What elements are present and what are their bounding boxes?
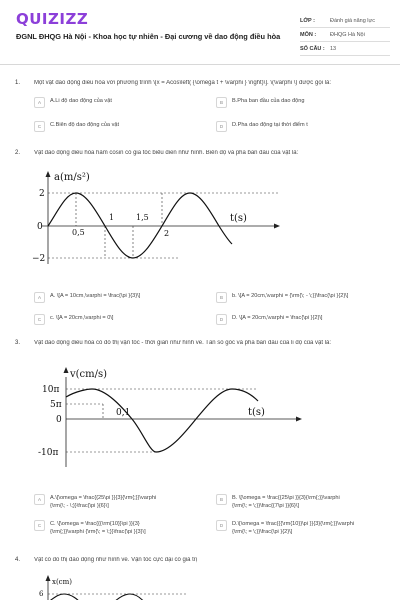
y-axis-label: x(cm) bbox=[52, 578, 72, 586]
question-1-text: Một vật dao động điều hòa với phương trình \[x = Acos\left( {\omega t + \varphi } \right)\]. \(\varphi \) được gọi là: bbox=[34, 80, 331, 86]
displacement-curve-2 bbox=[112, 594, 146, 600]
question-2-option-b[interactable] bbox=[216, 292, 348, 303]
meta-table bbox=[300, 14, 390, 56]
question-2-number: 2. bbox=[15, 150, 21, 156]
option-text-line-1: C. \[\omega = \frac{{{\rm{10}}\pi }}{3} bbox=[50, 521, 140, 527]
y-tick-10pi: 10π bbox=[42, 385, 60, 395]
option-text: A. \[A = 10cm,\varphi = \frac{\pi }{3}\] bbox=[50, 293, 141, 299]
y-axis-arrow bbox=[64, 367, 69, 373]
x-axis-label: t(s) bbox=[248, 407, 265, 418]
meta-row-subject bbox=[300, 28, 390, 42]
question-2-option-a[interactable] bbox=[34, 292, 140, 303]
quizizz-logo bbox=[16, 10, 88, 28]
y-axis-arrow bbox=[46, 575, 51, 581]
question-1-number: 1. bbox=[15, 80, 21, 86]
option-text: c. \[A = 20cm,\varphi = 0\] bbox=[50, 315, 114, 321]
option-text: B.Pha ban đầu của dao động bbox=[232, 98, 305, 104]
question-3-option-d[interactable] bbox=[216, 520, 354, 536]
option-letter-badge: D bbox=[216, 314, 227, 325]
meta-key: MÔN : bbox=[300, 31, 317, 38]
x-tick-0-5: 0,5 bbox=[72, 228, 85, 237]
option-letter-badge: C bbox=[34, 121, 45, 132]
question-3-option-c[interactable] bbox=[34, 520, 146, 536]
option-text: D. \[A = 20cm,\varphi = \frac{\pi }{2}\] bbox=[232, 315, 323, 321]
question-3-number: 3. bbox=[15, 340, 21, 346]
option-text-line-1: B. \[\omega = \frac{{25\pi }}{3}{\rm{;}}\varphi bbox=[232, 495, 340, 501]
meta-row-count bbox=[300, 42, 390, 56]
meta-value: ĐHQG Hà Nội bbox=[330, 31, 365, 38]
question-2-option-d[interactable] bbox=[216, 314, 322, 325]
question-4-number: 4. bbox=[15, 557, 21, 563]
y-tick-0: 0 bbox=[56, 415, 62, 425]
meta-row-class bbox=[300, 14, 390, 28]
question-3-text: Vật dao động điều hòa có đồ thị vận tốc - thời gian như hình vẽ. Tần số góc và pha ban đầu của li độ của vật là: bbox=[34, 340, 332, 346]
displacement-curve-1 bbox=[48, 594, 82, 600]
y-axis-arrow bbox=[46, 171, 51, 177]
option-letter-badge: B bbox=[216, 97, 227, 108]
meta-key: SỐ CÂU : bbox=[300, 45, 325, 52]
question-3-velocity-graph bbox=[28, 357, 308, 472]
y-tick-0: 0 bbox=[37, 222, 43, 232]
x-tick-1-5: 1,5 bbox=[136, 213, 149, 222]
option-letter-badge: A bbox=[34, 97, 45, 108]
option-text-line-2: {\rm{\; = \;}}\frac{\pi }{2}\] bbox=[232, 529, 293, 535]
question-1-option-b[interactable] bbox=[216, 97, 304, 108]
x-axis-arrow bbox=[274, 224, 280, 229]
x-axis-arrow bbox=[296, 417, 302, 422]
option-letter-badge: B bbox=[216, 494, 227, 505]
option-text-line-2: {\rm{\; - \;}}\frac{\pi }{6}\] bbox=[50, 503, 109, 509]
y-tick-5pi: 5π bbox=[50, 400, 62, 410]
question-3-option-b[interactable] bbox=[216, 494, 340, 510]
velocity-curve bbox=[66, 389, 258, 452]
question-1-option-c[interactable] bbox=[34, 121, 119, 132]
question-2-acceleration-graph bbox=[28, 166, 298, 272]
y-axis-label: a(m/s²) bbox=[54, 172, 90, 183]
acceleration-curve bbox=[48, 193, 232, 258]
option-text-line-2: {\rm{;}}\varphi {\rm{\; = \;}}\frac{\pi }{3}\] bbox=[50, 529, 146, 535]
option-text-line-2: {\rm{\; = \;}}\frac{{7\pi }}{6}\] bbox=[232, 503, 300, 509]
question-1-option-a[interactable] bbox=[34, 97, 112, 108]
option-letter-badge: C bbox=[34, 520, 45, 531]
question-2-text: Vật dao động điều hòa hàm cosin có gia tốc biểu diễn như hình. Biên độ và pha ban đầu của vật là: bbox=[34, 150, 299, 156]
question-2-option-c[interactable] bbox=[34, 314, 113, 325]
option-letter-badge: A bbox=[34, 292, 45, 303]
option-letter-badge: D bbox=[216, 520, 227, 531]
option-letter-badge: A bbox=[34, 494, 45, 505]
y-tick-2: 2 bbox=[39, 189, 45, 199]
option-text: D.Pha dao động tại thời điểm t bbox=[232, 122, 308, 128]
question-3-option-a[interactable] bbox=[34, 494, 156, 510]
option-letter-badge: B bbox=[216, 292, 227, 303]
option-text: C.Biên độ dao động của vật bbox=[50, 122, 120, 128]
question-1-option-d[interactable] bbox=[216, 121, 308, 132]
x-tick-0-1: 0,1 bbox=[116, 408, 131, 418]
option-letter-badge: C bbox=[34, 314, 45, 325]
option-text-line-1: D.\[\omega = \frac{{{\rm{10}}\pi }}{3}{\rm{;}}\varphi bbox=[232, 521, 355, 527]
logo-text: QUIZIZZ bbox=[16, 10, 89, 28]
y-tick-6: 6 bbox=[39, 590, 44, 598]
x-tick-1: 1 bbox=[109, 213, 115, 222]
option-text: b. \[A = 20cm,\varphi = {\rm{\; - \;}}\frac{\pi }{2}\] bbox=[232, 293, 349, 299]
document-title: ĐGNL ĐHQG Hà Nội - Khoa học tự nhiên - Đại cương về dao động điều hòa bbox=[16, 32, 281, 41]
option-text-line-1: A.\[\omega = \frac{{25\pi }}{3}{\rm{;}}\varphi bbox=[50, 495, 157, 501]
option-letter-badge: D bbox=[216, 121, 227, 132]
question-4-text: Vật có đồ thị dao động như hình vẽ. Vận tốc cực đại có giá trị bbox=[34, 557, 198, 563]
y-tick-minus-2: −2 bbox=[32, 254, 46, 264]
meta-value: Đánh giá năng lực bbox=[330, 17, 375, 24]
meta-value: 13 bbox=[330, 45, 337, 52]
y-tick-minus-10pi: -10π bbox=[38, 448, 59, 458]
meta-key: LỚP : bbox=[300, 17, 315, 24]
header-divider bbox=[0, 64, 400, 65]
x-axis-label: t(s) bbox=[230, 213, 247, 224]
option-text: A.Li độ dao động của vật bbox=[50, 98, 112, 104]
y-axis-label: v(cm/s) bbox=[70, 369, 108, 380]
x-tick-2: 2 bbox=[164, 229, 170, 238]
question-4-displacement-graph bbox=[28, 572, 228, 600]
